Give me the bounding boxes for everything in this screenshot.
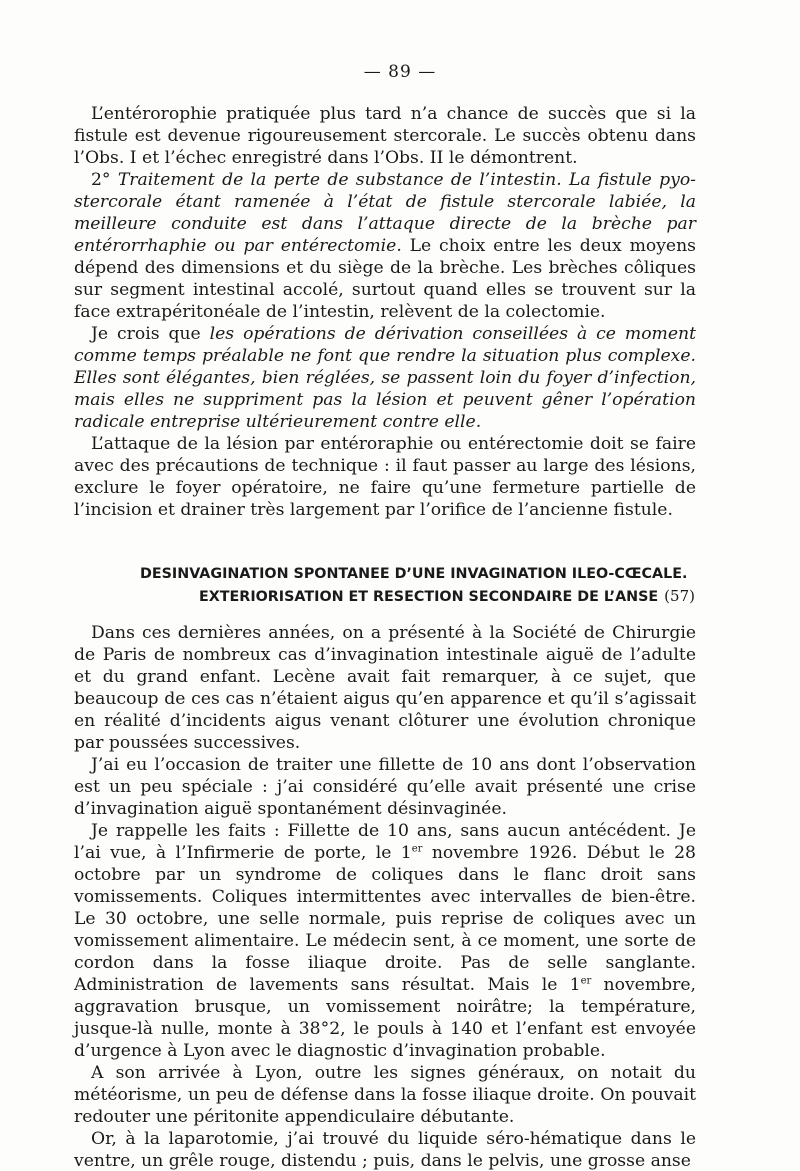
page-number: — 89 —	[363, 62, 437, 82]
paragraph: A son arrivée à Lyon, outre les signes généraux, on notait du météorisme, un peu de défense dans la fosse iliaque droite. On pouvait redouter une péritonite appendiculaire débutante.	[74, 1063, 696, 1127]
heading-line-2	[199, 585, 695, 609]
paragraph: Or, à la laparotomie, j’ai trouvé du liquide séro-hématique dans le ventre, un grêle rouge, distendu ; puis, dans le pelvis, une grosse anse	[74, 1129, 696, 1171]
superscript: er	[411, 843, 423, 855]
paragraph: Dans ces dernières années, on a présenté à la Société de Chirurgie de Paris de nombreux cas d’invagination intestinale aiguë de l’adulte et du grand enfant. Lecène avait fait remarquer, à ce sujet, que beaucoup de ces cas n’étaient aigus qu’en apparence et qu’il s’agissait en réalité d’incidents aigus venant clôturer une évolution chronique par poussées successives.	[74, 623, 696, 753]
paragraph	[74, 820, 696, 1062]
paragraph	[74, 323, 696, 433]
paragraph-text: novembre 1926. Début le 28 octobre par un syndrome de coliques dans le flanc droit sans vomissements. Coliques intermittentes avec intervalles de bien-être. Le 30 octobre, une selle normale, puis reprise de coliques avec un vomissement alimentaire. Le médecin sent, à ce moment, une sorte de cordon dans la fosse iliaque droite. Pas de selle sanglante. Administration de lavements sans résultat. Mais le 1	[74, 843, 696, 995]
heading-line-2-text: EXTERIORISATION ET RESECTION SECONDAIRE DE L’ANSE	[199, 589, 659, 605]
paragraph: L’entérorophie pratiquée plus tard n’a chance de succès que si la fistule est devenue rigoureusement stercorale. Le succès obtenu dans l’Obs. I et l’échec enregistré dans l’Obs. II le démontrent.	[74, 104, 696, 168]
italic-text: Traitement de la perte de substance de l’intestin. La fistule pyo-stercorale étant ramenée à l’état de fistule stercorale labiée, la meilleure conduite est dans l’attaque directe de la brèche par entérorrhaphie ou par entérectomie.	[74, 170, 696, 256]
paragraph	[74, 169, 696, 323]
paragraph-text: novembre, aggravation brusque, un vomissement noirâtre; la température, jusque-là nulle, monte à 38°2, le pouls à 140 et l’enfant est envoyée d’urgence à Lyon avec le diagnostic d’invagination probable.	[74, 975, 696, 1061]
superscript: er	[580, 975, 592, 987]
paragraph-lead: Je crois que	[91, 324, 210, 344]
section-1-text	[74, 103, 696, 521]
paragraph-lead: 2°	[91, 170, 118, 190]
paragraph-text: Le choix entre les deux moyens dépend des dimensions et du siège de la brèche. Les brèches côliques sur segment intestinal accolé, surtout quand elles se trouvent sur la face extrapéritonéale de l’intestin, relèvent de la colectomie.	[74, 236, 696, 322]
paragraph: J’ai eu l’occasion de traiter une fillette de 10 ans dont l’observation est un peu spéciale : j’ai considéré qu’elle avait présenté une crise d’invagination aiguë spontanément désinvaginée.	[74, 755, 696, 819]
heading-line-1: DESINVAGINATION SPONTANEE D’UNE INVAGINATION ILEO-CŒCALE.	[140, 566, 688, 582]
section-2-text	[74, 622, 696, 1171]
italic-text: les opérations de dérivation conseillées à ce moment comme temps préalable ne font que rendre la situation plus complexe. Elles sont élégantes, bien réglées, se passent loin du foyer d’infection, mais elles ne suppriment pas la lésion et peuvent gêner l’opération radicale entreprise ultérieurement contre elle.	[74, 324, 696, 432]
reference-number: (57)	[664, 587, 695, 605]
paragraph-text: Je rappelle les faits : Fillette de 10 ans, sans aucun antécédent. Je l’ai vue, à l’Infirmerie de porte, le 1	[74, 821, 696, 863]
paragraph: L’attaque de la lésion par entéroraphie ou entérectomie doit se faire avec des précautions de technique : il faut passer au large des lésions, exclure le foyer opératoire, ne faire qu’une fermeture partielle de l’incision et drainer très largement par l’orifice de l’ancienne fistule.	[74, 434, 696, 520]
